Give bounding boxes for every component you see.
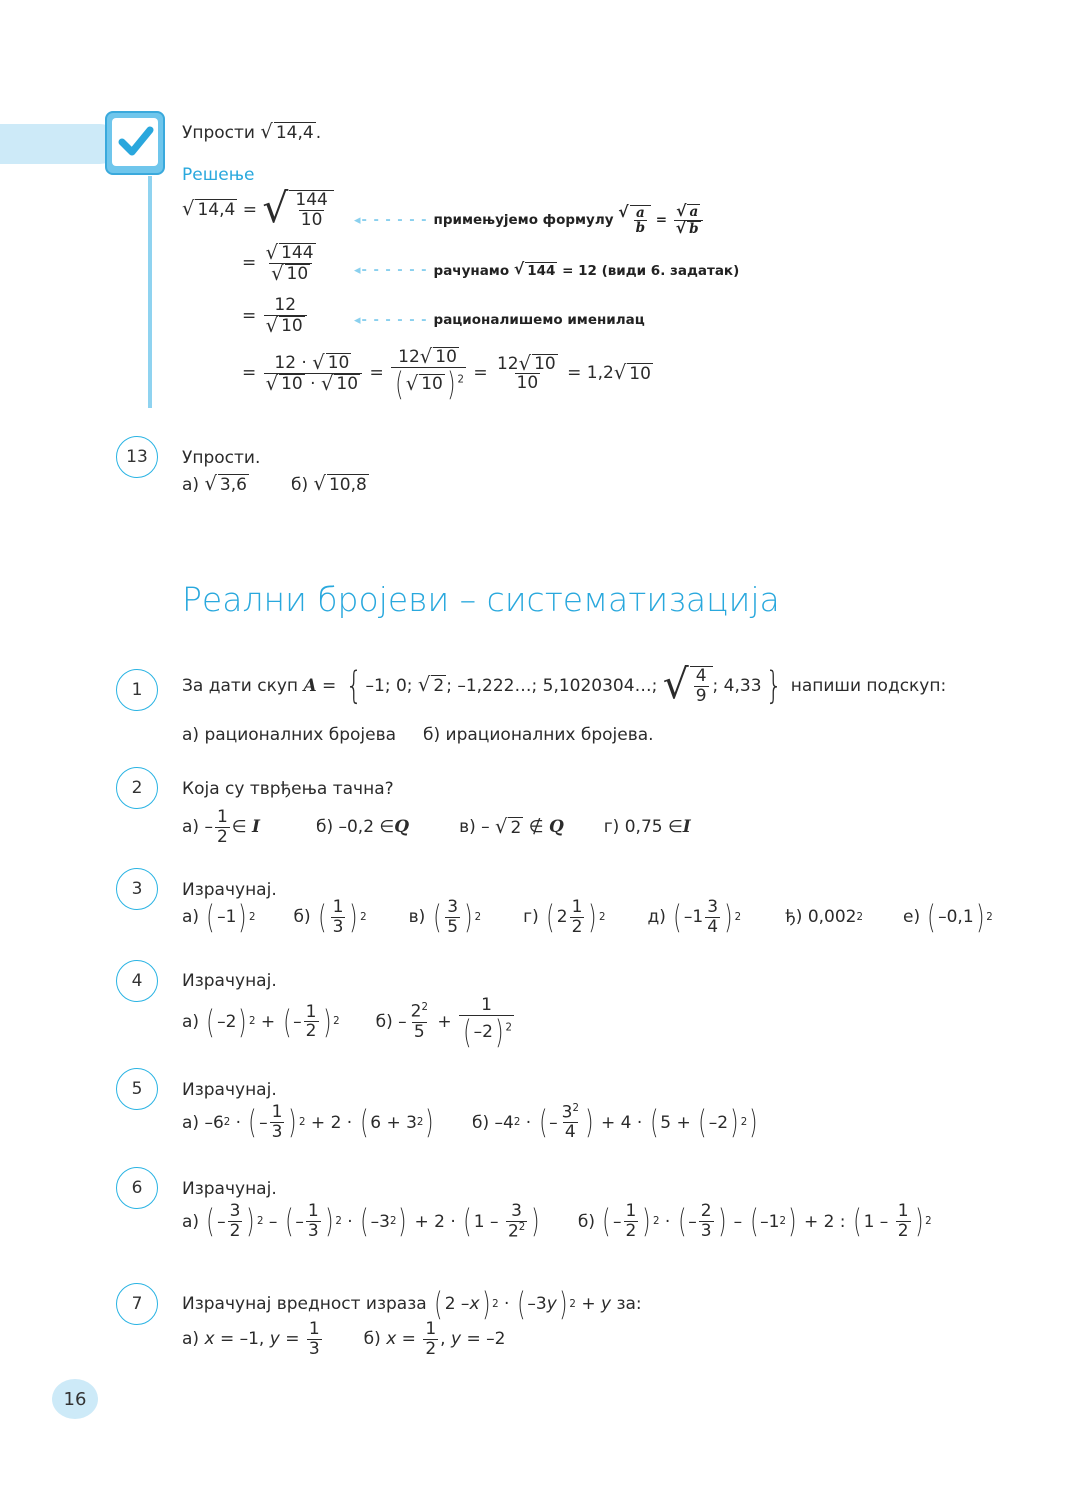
task3-title: Израчунај. [182,880,277,900]
note-2: ◂- - - - - - рачунамо √ 144 = 12 (види 6. задатак) [354,260,740,279]
item-label: б) [577,1211,595,1232]
base: 1 – [863,1211,889,1232]
formula-b2: b [689,220,699,237]
item-label: а) [182,907,200,928]
item-label: ђ) 0,002 [785,907,857,928]
note-3 [354,312,645,328]
result: 1,2 [586,363,614,384]
task2-items: а) – $\frac{1}{2}$ ∈ I б) –0,2 ∈ Q в) – √ 2 ∉ Q г) 0,75 ∈ I [182,807,691,847]
exponent: 2 [474,911,482,923]
sqrt-fraction: √ $\frac{144}{10}$ [262,190,333,229]
exponent: 2 [572,1103,579,1114]
solution-step-4: = 12 · √ 10 √ 10 · √ 10 = 12 √ 10 ( √ 10 ) $^2$ = 12 √ 10 10 = 1,2 √ 10 [242,345,651,403]
denominator: 2 [507,1221,519,1242]
value: = [401,1329,416,1350]
operator: + 4 · [600,1112,643,1133]
set-symbol: Q [548,817,564,838]
sign: – [259,1112,268,1133]
task-text: За дати скуп [182,675,299,696]
operator: · [504,1294,510,1315]
note-1: ◂- - - - - - примењујемо формулу √ a b = √ a √ b [354,204,705,237]
variable: y [269,1329,280,1350]
task-number: 3 [116,868,158,910]
numerator: 1 [571,897,583,917]
operator: · [664,1211,671,1232]
task1-statement: За дати скуп A = { –1; 0; √ 2 ; –1,222…; 5,1020304…; √ $\frac{4}{9}$ ; 4,33 } напиши подскуп: [182,660,947,708]
task7-statement: Израчунај вредност израза ( 2 – x ) 2 · ( –3 y ) 2 + y за: [182,1285,642,1323]
operator: + [581,1294,596,1315]
note-text: примењујемо формулу [433,212,614,229]
numerator: 144 [281,243,314,263]
dot: · [304,373,321,394]
numerator: 2 [700,1201,712,1222]
item-label: б) [293,907,311,928]
item-label: а) [182,1211,200,1232]
section-title: Реални бројеви – систематизација [182,580,780,619]
exponent: 2 [505,1022,513,1034]
radicand: 10 [281,373,303,394]
item-label: а) [182,474,200,495]
denominator: 10 [286,263,309,284]
base: 3 [561,1102,573,1123]
item-label: а) –6 [182,1112,224,1133]
arrow-left-icon: ◂- - - - - - [354,212,428,228]
exponent: 2 [333,1016,340,1028]
item-label: в) [408,907,426,928]
radicand: 10 [435,347,457,367]
exponent: 2 [335,1216,342,1228]
radicand: 10 [327,353,350,374]
item-label: б) – [375,1011,407,1032]
item-label: б) [290,474,309,495]
note-text: рационалишемо именилац [433,312,645,328]
solution-label: Решење [182,165,255,185]
arrow-left-icon: ◂- - - - - - [354,263,428,278]
value: = [285,1329,300,1350]
exponent: 2 [569,1298,576,1310]
task-number: 5 [116,1068,158,1110]
task2-title: Која су тврђења тачна? [182,779,394,799]
solution-step-1: √ 14,4 = √ $\frac{144}{10}$ [182,190,334,229]
radicand: 10 [336,373,359,394]
denominator: 9 [695,685,707,706]
numerator: 1 [216,807,228,827]
denominator: 3 [308,1338,320,1359]
fraction: 12 · √ 10 √ 10 · √ 10 [264,353,362,393]
exponent: 2 [223,1117,231,1129]
fraction: √ 144 √ 10 [265,241,314,285]
whole: 2 [556,907,568,928]
numerator: 12 [274,295,297,315]
operator: + [437,1011,452,1032]
base: –1 [217,907,237,928]
relation: ∉ [528,817,544,838]
exponent: 2 [492,1298,499,1310]
radicand: 14,4 [197,200,236,221]
denominator: 5 [413,1021,425,1042]
whole: –1 [683,907,704,928]
note-rest: = 12 (види 6. задатак) [562,262,740,279]
sqrt: √ 14,4 [260,120,314,143]
denominator: 3 [332,916,344,937]
base: 2 – [444,1294,470,1315]
denominator: 2 [571,916,583,937]
operator: + 2 : [803,1211,846,1232]
numerator-part: 12 · [274,353,307,374]
task-text: напиши подскуп: [790,675,947,696]
base: –2 [217,1011,237,1032]
variable: y [600,1294,612,1315]
sign: – [293,1011,302,1032]
operator: · [347,1211,353,1232]
task-text: Израчунај вредност израза [182,1294,427,1315]
denominator: 3 [700,1221,712,1242]
task3-items: а) ( –1 ) 2 б) ( $\frac{1}{3}$ ) 2 в) ( $\frac{3}{5}$ ) 2 г) ( 2 $\frac{1}{2}$ ) 2 д) ( –1 $\frac{3}{4}$ ) 2 ђ) 0,002 2 е) ( –0,1 ) 2 [182,897,993,937]
exponent: 2 [249,911,256,923]
relation: ∈ [231,817,247,838]
sign: – [549,1112,558,1133]
item-label: б) –0,2 ∈ [315,817,395,838]
exponent: 2 [986,911,993,923]
radicand: 2 [433,676,445,697]
arrow-left-icon: ◂- - - - - - [354,312,428,328]
value: = –1, [219,1329,265,1350]
exponent: 2 [518,1221,526,1233]
exponent: 2 [390,1216,397,1228]
denominator: 4 [707,916,719,937]
radicand: 10 [534,353,556,374]
numerator: 1 [625,1201,637,1222]
denominator: 10 [516,373,539,394]
denominator: 3 [271,1122,283,1143]
operator: + 2 · [310,1112,353,1133]
solution-step-3: = 12 √ 10 [242,296,309,335]
denominator: 2 [625,1221,637,1242]
denominator: 10 [281,315,303,336]
item-label: б) [363,1329,381,1350]
fraction: 12 √ 10 ( √ 10 ) $^2$ [391,347,466,400]
example-title: Упрости √ 14,4 . [182,120,322,143]
denominator: 2 [305,1021,317,1042]
denominator: 2 [425,1338,437,1359]
task4-title: Израчунај. [182,971,277,991]
numerator: 1 [271,1102,283,1123]
operator: – [268,1211,278,1232]
numerator-part: 12 [496,353,519,374]
item-label: а) [182,1011,200,1032]
task-number: 4 [116,960,158,1002]
operator: · [235,1112,242,1133]
task7-items: а) x = –1, y = $\frac{1}{3}$ б) x = $\frac{1}{2}$ , y = –2 [182,1319,506,1359]
base: –2 [708,1112,729,1133]
numerator: 3 [229,1201,241,1222]
exponent: 2 [299,1117,306,1129]
margin-tab [0,124,120,164]
note-radicand: 144 [527,263,556,279]
radicand: 10 [629,363,651,384]
item-label: в) – [459,817,490,838]
set-name: A [303,675,317,696]
page-number: 16 [52,1379,98,1419]
numerator: 1 [308,1319,320,1339]
numerator: 3 [447,897,459,917]
variable: x [386,1329,397,1350]
radicand: 10,8 [328,475,367,495]
numerator: 144 [295,190,328,210]
base: 5 + [660,1112,691,1133]
base: –2 [473,1021,493,1042]
numerator: 1 [332,897,344,917]
radicand: 2 [510,817,522,838]
task6-title: Израчунај. [182,1179,277,1199]
denominator: 2 [229,1221,241,1242]
task4-items: а) ( –2 ) 2 + ( – $\frac{1}{2}$ ) 2 б) – $2^2$ 5 + $\frac{1}{( -2) ^2}$ [182,995,513,1051]
task13-title: Упрости. [182,448,261,468]
item-label: е) [902,907,921,928]
task-text: за: [616,1294,642,1315]
denominator: 10 [300,209,323,230]
base: –3 [370,1211,390,1232]
exponent: 2 [740,1117,748,1129]
numerator: 3 [707,897,719,917]
task13-items: а) √ 3,6 б) √ 10,8 [182,472,367,495]
task1-items: а) рационалних бројева б) ирационалних бројева. [182,725,654,745]
example-title-text: Упрости [182,122,255,143]
operator: – [733,1211,743,1232]
task6-items: а) ( – $\frac{3}{2}$ ) 2 – ( – $\frac{1}{3}$ ) 2 · ( –3 2 ) + 2 · ( 1 – 3 $2^2$ ) б) ( – $\frac{1}{2}$ ) 2 · ( – $\frac{2}{3}$ ) – ( –1 2 ) + 2 : ( 1 – $\frac{1}{2}$ ) 2 [182,1201,932,1242]
check-icon [104,110,166,176]
denominator: 2 [216,826,228,847]
denominator: 2 [897,1221,909,1242]
radicand: 3,6 [219,475,247,495]
exponent: 2 [599,911,606,923]
denominator: 4 [564,1122,576,1143]
exponent: 2 [925,1216,932,1228]
item-label: б) –4 [472,1112,514,1133]
task5-title: Израчунај. [182,1080,277,1100]
operator: + [260,1011,276,1032]
exponent: 2 [652,1216,660,1228]
task-number: 7 [116,1283,158,1325]
vertical-rule [148,176,152,408]
value: = –2 [466,1329,506,1350]
numerator: 3 [511,1201,522,1221]
denominator: 5 [447,916,459,937]
sqrt: √ 14,4 [182,197,236,221]
set-symbol: Q [394,817,410,838]
exponent: 2 [249,1016,256,1028]
set-symbol: I [252,817,260,838]
exponent: 2 [513,1117,521,1129]
radicand: 10 [421,374,443,394]
task-number: 2 [116,767,158,809]
exponent: 2 [779,1216,786,1228]
radicand: 14,4 [275,123,314,143]
base: 6 + 3 [370,1112,417,1133]
variable: y [450,1329,462,1350]
exponent: 2 [257,1216,264,1228]
exponent: 2 [856,911,863,923]
variable: x [204,1329,215,1350]
note-text: рачунамо [433,262,510,279]
numerator: 1 [307,1201,319,1222]
numerator: 1 [897,1201,909,1222]
task-number: 1 [116,669,158,711]
item-label: а) [182,1329,200,1350]
exponent: 2 [421,1002,428,1014]
task-number: 13 [116,436,158,478]
formula-b: b [635,220,646,237]
numerator: 1 [305,1001,317,1022]
item-label: г) 0,75 ∈ [603,817,683,838]
variable: y [546,1294,557,1315]
numerator: 1 [425,1319,437,1339]
formula-a2: a [689,204,699,220]
base: –3 [527,1294,547,1315]
fraction: 12 √ 10 [264,296,307,335]
exponent: 2 [416,1117,424,1129]
item-label: а) – [182,817,213,838]
numerator-part: 12 [398,346,420,367]
set-symbol: I [682,817,691,838]
base: –0,1 [938,907,974,928]
exponent: 2 [734,911,742,923]
task5-items: а) –6 2 · ( – $\frac{1}{3}$ ) 2 + 2 · ( 6 + 3 2 ) б) –4 2 · ( – $3^2$ 4 ) + 4 · ( 5 + ( –2 ) 2 ) [182,1102,758,1143]
base: 1 – [473,1211,499,1232]
base: –1 [760,1211,780,1232]
operator: + 2 · [414,1211,456,1232]
base: 2 [410,1002,422,1023]
denominator: 3 [307,1221,319,1242]
variable: x [469,1294,480,1315]
exponent: 2 [457,374,464,386]
item-label: д) [647,907,666,928]
numerator: 4 [695,666,707,686]
numerator: 1 [481,995,492,1015]
formula-a: a [635,204,645,221]
set-elements: ; 4,33 [712,675,762,696]
set-elements: ; –1,222…; 5,1020304…; [446,675,658,696]
solution-step-2: = √ 144 √ 10 [242,243,320,283]
item-label: г) [523,907,539,928]
exponent: 2 [360,911,367,923]
operator: · [525,1112,532,1133]
set-elements: –1; 0; [365,675,413,696]
task-number: 6 [116,1167,158,1209]
fraction [293,191,329,229]
fraction: 12 √ 10 10 [496,351,556,394]
